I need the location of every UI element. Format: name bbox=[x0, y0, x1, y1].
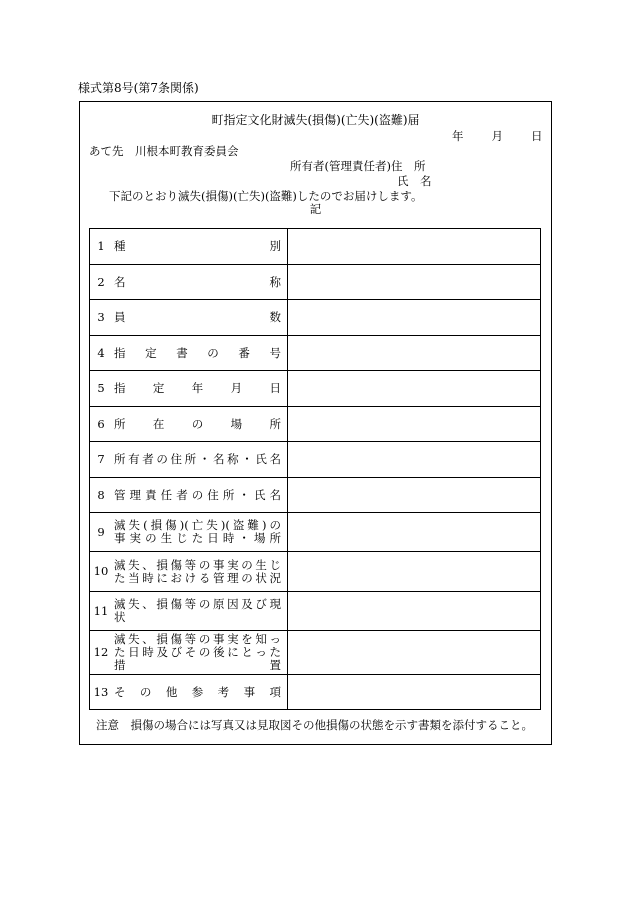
statement: 下記のとおり滅失(損傷)(亡失)(盗難)したのでお届けします。 bbox=[109, 189, 423, 203]
row-label: 種別 bbox=[114, 239, 281, 253]
row-value-field[interactable] bbox=[288, 229, 541, 265]
row-number: 2 bbox=[90, 265, 113, 300]
row-label-line: 滅失、損傷等の事実の生じ bbox=[114, 557, 281, 572]
row-label-line: 措置 bbox=[114, 658, 281, 672]
row-label: その他参考事項 bbox=[114, 684, 281, 699]
owner-name-label: 氏 名 bbox=[397, 174, 432, 188]
row-label-line: 事実の生じた日時・場所 bbox=[114, 531, 281, 545]
table-row bbox=[90, 478, 541, 513]
row-number: 8 bbox=[90, 478, 113, 513]
row-value-field[interactable] bbox=[288, 336, 541, 371]
row-value-field[interactable] bbox=[288, 592, 541, 631]
row-label: 指定書の番号 bbox=[114, 345, 281, 360]
row-number: 5 bbox=[90, 371, 113, 407]
form-title: 町指定文化財滅失(損傷)(亡失)(盗難)届 bbox=[211, 113, 420, 127]
row-number: 7 bbox=[90, 442, 113, 478]
notification-form bbox=[79, 101, 552, 745]
table-row bbox=[90, 300, 541, 336]
row-value-field[interactable] bbox=[288, 265, 541, 300]
form-reference: 様式第8号(第7条関係) bbox=[78, 81, 199, 95]
row-value-field[interactable] bbox=[288, 513, 541, 552]
table-row bbox=[90, 229, 541, 265]
date-line bbox=[452, 129, 543, 144]
owner-address-label: 所有者(管理責任者)住 所 bbox=[290, 159, 426, 173]
row-label-line: 滅失(損傷)(亡失)(盗難)の bbox=[114, 518, 281, 532]
table-row bbox=[90, 371, 541, 407]
table-row bbox=[90, 552, 541, 592]
table-row bbox=[90, 336, 541, 371]
row-number: 4 bbox=[90, 336, 113, 371]
row-label-line: 状 bbox=[114, 610, 126, 624]
row-number: 9 bbox=[90, 513, 113, 552]
row-value-field[interactable] bbox=[288, 675, 541, 710]
row-label-line: 滅失、損傷等の事実を知っ bbox=[114, 632, 281, 646]
row-label: 所有者の住所・名称・氏名 bbox=[114, 452, 281, 466]
attachment-note: 注意 損傷の場合には写真又は見取図その他損傷の状態を示す書類を添付すること。 bbox=[96, 718, 533, 732]
table-row bbox=[90, 513, 541, 552]
table-row bbox=[90, 631, 541, 675]
row-label: 指定年月日 bbox=[114, 381, 281, 395]
table-row bbox=[90, 442, 541, 478]
date-year: 年 bbox=[452, 129, 464, 143]
row-label-line: 滅失、損傷等の原因及び現 bbox=[114, 597, 281, 611]
row-label-line: た当時における管理の状況 bbox=[114, 570, 281, 585]
row-number: 13 bbox=[90, 675, 113, 710]
row-value-field[interactable] bbox=[288, 407, 541, 442]
row-value-field[interactable] bbox=[288, 478, 541, 513]
date-day: 日 bbox=[531, 129, 543, 143]
row-label-line: た日時及びその後にとった bbox=[114, 645, 281, 659]
row-label: 管理責任者の住所・氏名 bbox=[114, 487, 281, 502]
table-row bbox=[90, 407, 541, 442]
row-number: 10 bbox=[90, 552, 113, 592]
addressee: あて先 川根本町教育委員会 bbox=[89, 144, 239, 158]
row-value-field[interactable] bbox=[288, 442, 541, 478]
row-value-field[interactable] bbox=[288, 631, 541, 675]
row-number: 12 bbox=[90, 631, 113, 675]
date-month: 月 bbox=[491, 129, 503, 143]
row-number: 6 bbox=[90, 407, 113, 442]
row-value-field[interactable] bbox=[288, 552, 541, 592]
row-number: 3 bbox=[90, 300, 113, 336]
table-row bbox=[90, 592, 541, 631]
table-row bbox=[90, 265, 541, 300]
row-number: 1 bbox=[90, 229, 113, 265]
details-table bbox=[89, 228, 541, 710]
row-label: 所在の場所 bbox=[114, 416, 281, 431]
ki-heading: 記 bbox=[309, 202, 322, 216]
row-label: 員数 bbox=[114, 310, 281, 324]
row-value-field[interactable] bbox=[288, 300, 541, 336]
row-number: 11 bbox=[90, 592, 113, 631]
row-value-field[interactable] bbox=[288, 371, 541, 407]
table-row bbox=[90, 675, 541, 710]
row-label: 名称 bbox=[114, 274, 281, 289]
